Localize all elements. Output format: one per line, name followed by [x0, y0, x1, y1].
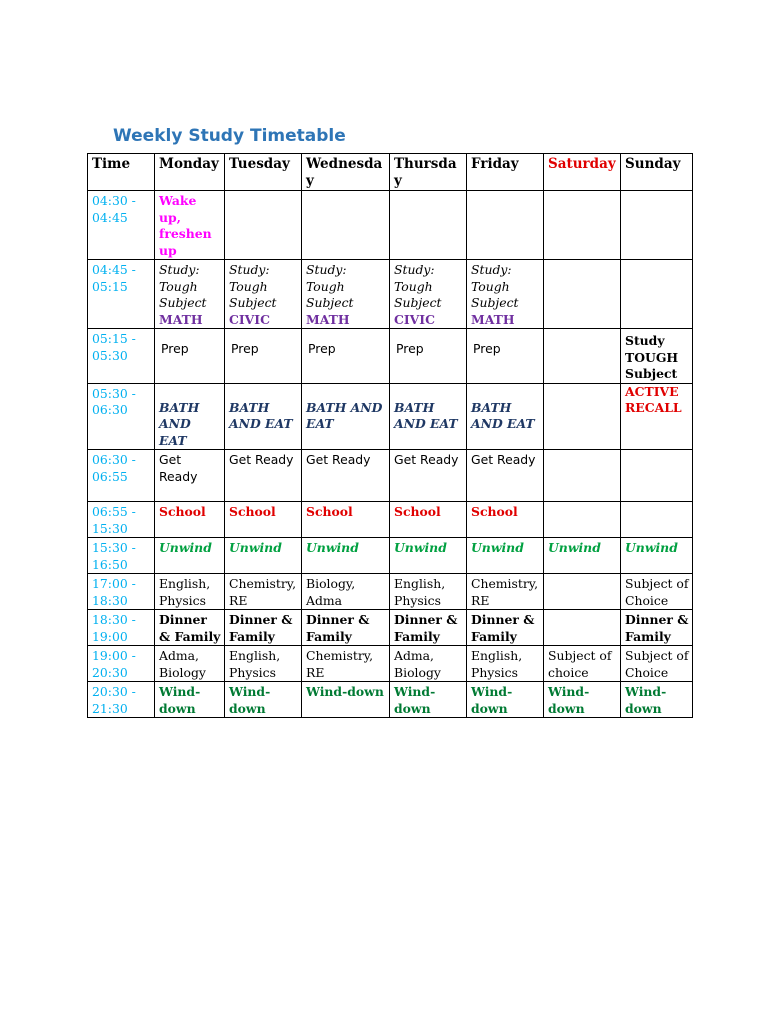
subject-label: MATH — [306, 311, 350, 327]
study-tough-cell: Study TOUGH Subject — [621, 329, 693, 384]
subject-choice-cell: Subject of choice — [544, 646, 621, 682]
table-row — [88, 329, 693, 384]
unwind-cell: Unwind — [467, 538, 544, 574]
study-label: Study: Tough Subject — [159, 262, 207, 310]
table-row — [88, 383, 693, 450]
study-cell-monday — [155, 260, 225, 329]
time-cell: 04:45 - 05:15 — [88, 260, 155, 329]
time-cell: 20:30 - 21:30 — [88, 682, 155, 718]
prep-cell: Prep — [390, 329, 467, 384]
get-ready-cell: Get Ready — [225, 450, 302, 502]
table-row — [88, 646, 693, 682]
dinner-cell: Dinner & Family — [621, 610, 693, 646]
empty-cell — [544, 260, 621, 329]
header-friday: Friday — [467, 154, 544, 191]
get-ready-cell: Get Ready — [155, 450, 225, 502]
subject-label: MATH — [159, 311, 203, 327]
empty-cell — [621, 260, 693, 329]
prep-cell: Prep — [467, 329, 544, 384]
time-cell: 19:00 - 20:30 — [88, 646, 155, 682]
empty-cell — [621, 450, 693, 502]
wind-down-cell: Wind-down — [467, 682, 544, 718]
prep-cell: Prep — [225, 329, 302, 384]
wind-down-cell: Wind-down — [302, 682, 390, 718]
header-thursday: Thursday — [390, 154, 467, 191]
dinner-cell: Dinner & Family — [225, 610, 302, 646]
header-monday: Monday — [155, 154, 225, 191]
subject-cell: Chemistry, RE — [225, 574, 302, 610]
study-label: Study: Tough Subject — [229, 262, 277, 310]
header-time: Time — [88, 154, 155, 191]
subject-cell: Biology, Adma — [302, 574, 390, 610]
table-row — [88, 260, 693, 329]
bath-cell: BATH AND EAT — [302, 383, 390, 450]
empty-cell — [225, 191, 302, 260]
dinner-cell: Dinner & Family — [390, 610, 467, 646]
get-ready-cell: Get Ready — [302, 450, 390, 502]
bath-cell: BATH AND EAT — [467, 383, 544, 450]
study-label: Study: Tough Subject — [394, 262, 442, 310]
wind-down-cell: Wind-down — [390, 682, 467, 718]
table-row — [88, 682, 693, 718]
wind-down-cell: Wind-down — [155, 682, 225, 718]
study-cell-wednesday — [302, 260, 390, 329]
subject-choice-cell: Subject of Choice — [621, 574, 693, 610]
timetable — [87, 153, 693, 718]
unwind-cell: Unwind — [225, 538, 302, 574]
time-cell: 18:30 - 19:00 — [88, 610, 155, 646]
subject-label: CIVIC — [229, 311, 270, 327]
wind-down-cell: Wind-down — [544, 682, 621, 718]
prep-cell: Prep — [302, 329, 390, 384]
empty-cell — [544, 574, 621, 610]
study-cell-tuesday — [225, 260, 302, 329]
subject-cell: English, Physics — [390, 574, 467, 610]
study-label: Study: Tough Subject — [471, 262, 519, 310]
table-row — [88, 538, 693, 574]
study-cell-thursday — [390, 260, 467, 329]
time-cell: 06:30 - 06:55 — [88, 450, 155, 502]
subject-cell: Adma, Biology — [155, 646, 225, 682]
header-tuesday: Tuesday — [225, 154, 302, 191]
subject-cell: Chemistry, RE — [467, 574, 544, 610]
wind-down-cell: Wind-down — [621, 682, 693, 718]
table-row — [88, 610, 693, 646]
header-wednesday: Wednesda y — [302, 154, 390, 191]
time-cell: 05:30 - 06:30 — [88, 383, 155, 450]
header-sunday: Sunday — [621, 154, 693, 191]
active-recall-cell: ACTIVE RECALL — [621, 383, 693, 450]
empty-cell — [467, 191, 544, 260]
school-cell: School — [390, 502, 467, 538]
empty-cell — [621, 502, 693, 538]
school-cell: School — [155, 502, 225, 538]
empty-cell — [544, 329, 621, 384]
empty-cell — [544, 502, 621, 538]
subject-label: CIVIC — [394, 311, 435, 327]
school-cell: School — [467, 502, 544, 538]
time-cell: 04:30 - 04:45 — [88, 191, 155, 260]
school-cell: School — [302, 502, 390, 538]
get-ready-cell: Get Ready — [467, 450, 544, 502]
empty-cell — [544, 383, 621, 450]
unwind-cell: Unwind — [621, 538, 693, 574]
empty-cell — [621, 191, 693, 260]
wake-up-cell: Wake up, freshen up — [155, 191, 225, 260]
empty-cell — [390, 191, 467, 260]
subject-cell: English, Physics — [225, 646, 302, 682]
subject-cell: Adma, Biology — [390, 646, 467, 682]
subject-cell: English, Physics — [467, 646, 544, 682]
wind-down-cell: Wind-down — [225, 682, 302, 718]
dinner-cell: Dinner & Family — [302, 610, 390, 646]
subject-cell: English, Physics — [155, 574, 225, 610]
time-cell: 17:00 - 18:30 — [88, 574, 155, 610]
dinner-cell: Dinner & Family — [155, 610, 225, 646]
empty-cell — [544, 191, 621, 260]
subject-label: MATH — [471, 311, 515, 327]
empty-cell — [544, 450, 621, 502]
page-title: Weekly Study Timetable — [113, 126, 346, 146]
subject-cell: Chemistry, RE — [302, 646, 390, 682]
unwind-cell: Unwind — [544, 538, 621, 574]
prep-cell: Prep — [155, 329, 225, 384]
table-row — [88, 502, 693, 538]
study-label: Study: Tough Subject — [306, 262, 354, 310]
study-cell-friday — [467, 260, 544, 329]
table-row — [88, 574, 693, 610]
empty-cell — [302, 191, 390, 260]
header-row — [88, 154, 693, 191]
bath-cell: BATH AND EAT — [225, 383, 302, 450]
table-row — [88, 450, 693, 502]
unwind-cell: Unwind — [390, 538, 467, 574]
table-row — [88, 191, 693, 260]
get-ready-cell: Get Ready — [390, 450, 467, 502]
time-cell: 05:15 - 05:30 — [88, 329, 155, 384]
time-cell: 15:30 - 16:50 — [88, 538, 155, 574]
bath-cell: BATH AND EAT — [390, 383, 467, 450]
unwind-cell: Unwind — [302, 538, 390, 574]
subject-choice-cell: Subject of Choice — [621, 646, 693, 682]
time-cell: 06:55 - 15:30 — [88, 502, 155, 538]
school-cell: School — [225, 502, 302, 538]
dinner-cell: Dinner & Family — [467, 610, 544, 646]
empty-cell — [544, 610, 621, 646]
unwind-cell: Unwind — [155, 538, 225, 574]
header-saturday: Saturday — [544, 154, 621, 191]
bath-cell: BATH AND EAT — [155, 383, 225, 450]
